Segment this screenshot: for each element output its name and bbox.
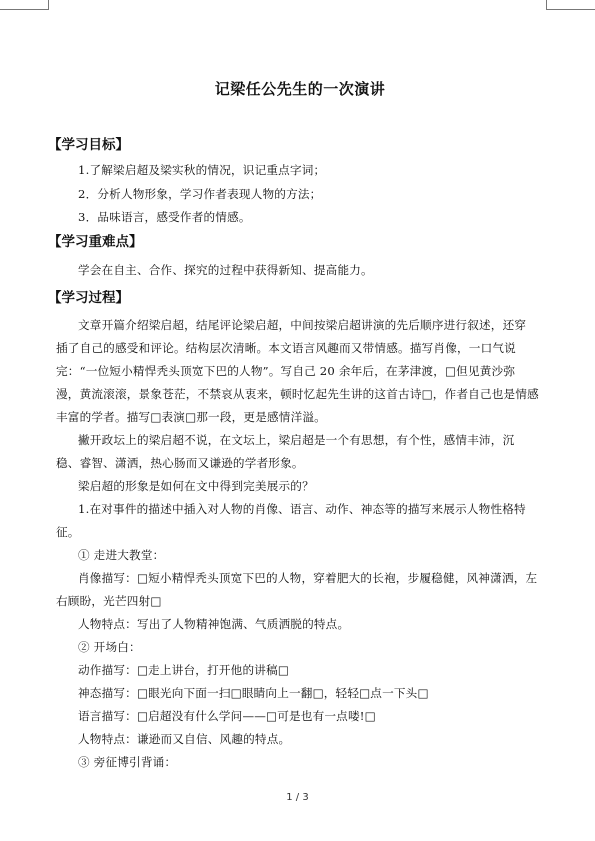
heading-process: 【学习过程】 bbox=[48, 290, 129, 306]
item-2-line: 动作描写：□走上讲台，打开他的讲稿□ bbox=[78, 663, 290, 677]
goal-item-2: 2．分析人物形象，学习作者表现人物的方法； bbox=[78, 187, 322, 201]
paragraph-line: 丰富的学者。描写□表演□那一段，更是感情洋溢。 bbox=[56, 410, 326, 424]
question-line: 梁启超的形象是如何在文中得到完美展示的？ bbox=[78, 479, 314, 493]
item-1-line: 右顾盼，光芒四射□ bbox=[56, 594, 162, 608]
crop-mark-left-horizontal bbox=[0, 9, 48, 10]
item-2-title: ② 开场白： bbox=[78, 640, 141, 654]
item-1-trait: 人物特点：写出了人物精神饱满、气质洒脱的特点。 bbox=[78, 617, 350, 631]
paragraph-line: 完：“一位短小精悍秃头顶宽下巴的人物”。写自己 20 余年后，在茅津渡，□但见黄沙弥 bbox=[56, 364, 516, 378]
paragraph-line: 漫，黄流滚滚，景象苍茫，不禁哀从衷来，顿时忆起先生讲的这首古诗□，作者自己也是情感 bbox=[56, 387, 539, 401]
heading-key-points: 【学习重难点】 bbox=[48, 234, 143, 250]
paragraph-line: 征。 bbox=[56, 525, 80, 539]
page-title: 记梁任公先生的一次演讲 bbox=[214, 80, 386, 98]
item-2-line: 神态描写：□眼光向下面一扫□眼睛向上一翻□，轻轻□点一下头□ bbox=[78, 686, 429, 700]
paragraph-line: 撇开政坛上的梁启超不说，在文坛上，梁启超是一个有思想，有个性，感情丰沛，沉 bbox=[78, 433, 515, 447]
item-3-title: ③ 旁征博引背诵： bbox=[78, 755, 177, 769]
paragraph-line: 1.在对事件的描述中插入对人物的肖像、语言、动作、神态等的描写来展示人物性格特 bbox=[78, 502, 526, 516]
paragraph-line: 插了自己的感受和评论。结构层次清晰。本文语言风趣而又带情感。描写肖像，一口气说 bbox=[56, 341, 516, 355]
goal-item-1: 1.了解梁启超及梁实秋的情况，识记重点字词； bbox=[78, 163, 326, 177]
item-2-line: 语言描写：□启超没有什么学问——□可是也有一点喽!□ bbox=[78, 709, 376, 723]
item-2-line: 人物特点：谦逊而又自信、风趣的特点。 bbox=[78, 732, 291, 746]
heading-goals: 【学习目标】 bbox=[48, 137, 129, 153]
crop-mark-left bbox=[48, 0, 49, 10]
key-points-text: 学会在自主、合作、探究的过程中获得新知、提高能力。 bbox=[78, 263, 373, 277]
page-number: 1 / 3 bbox=[286, 792, 309, 803]
goal-item-3: 3．品味语言，感受作者的情感。 bbox=[78, 210, 251, 224]
paragraph-line: 文章开篇介绍梁启超，结尾评论梁启超，中间按梁启超讲演的先后顺序进行叙述，还穿 bbox=[78, 318, 527, 332]
paragraph-line: 稳、睿智、潇洒，热心肠而又谦逊的学者形象。 bbox=[56, 456, 304, 470]
crop-mark-right-horizontal bbox=[547, 9, 595, 10]
item-1-line: 肖像描写：□短小精悍秃头顶宽下巴的人物，穿着肥大的长袍，步履稳健，风神潇洒，左 bbox=[78, 571, 538, 585]
item-1-title: ① 走进大教堂： bbox=[78, 548, 165, 562]
